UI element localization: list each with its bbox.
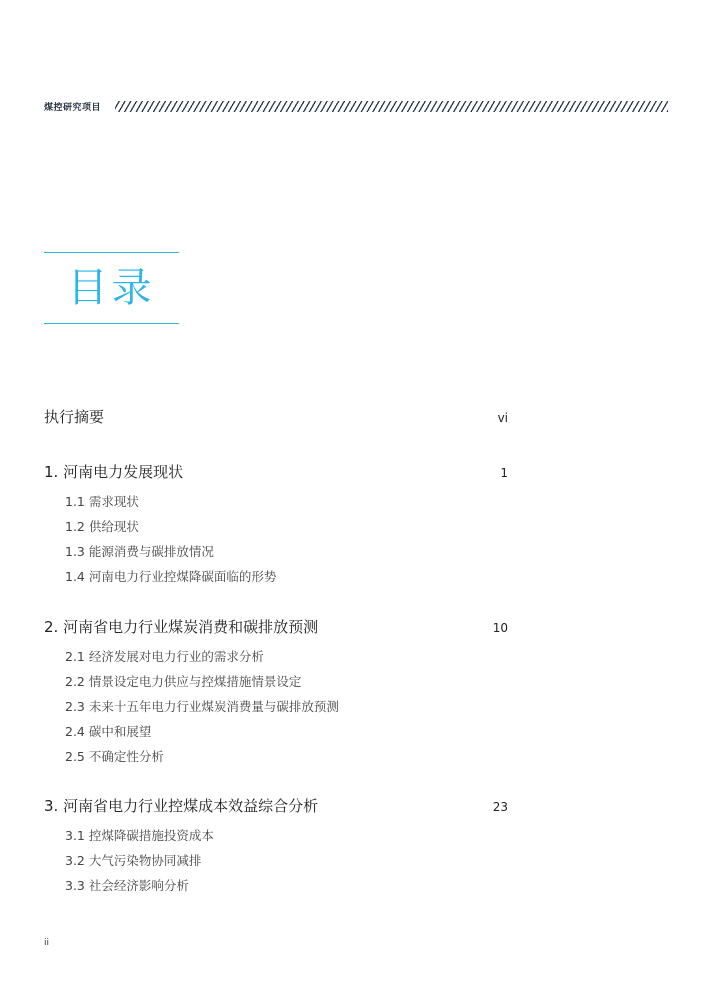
toc-subsection-2-5[interactable]: 2.5 不确定性分析 <box>65 749 164 764</box>
toc-subsection-2-2[interactable]: 2.2 情景设定电力供应与控煤措施情景设定 <box>65 674 302 689</box>
toc-subsection-3-3[interactable]: 3.3 社会经济影响分析 <box>65 878 189 893</box>
toc-title: 目录 <box>67 265 156 311</box>
toc-subsection-1-1[interactable]: 1.1 需求现状 <box>65 494 139 509</box>
toc-title-block <box>44 252 179 324</box>
toc-entry-preface[interactable] <box>44 406 508 427</box>
toc-entry-label: 1. 河南电力发展现状 <box>44 463 184 481</box>
toc-entry-page: 1 <box>500 466 508 480</box>
toc-entry-label: 执行摘要 <box>44 408 105 426</box>
toc-subsection-1-4[interactable]: 1.4 河南电力行业控煤降碳面临的形势 <box>65 569 277 584</box>
toc-entry-page: 10 <box>492 621 508 635</box>
toc-entry-label: 2. 河南省电力行业煤炭消费和碳排放预测 <box>44 618 319 636</box>
toc-entry-label: 3. 河南省电力行业控煤成本效益综合分析 <box>44 797 319 815</box>
footer-page-number: ii <box>44 938 50 948</box>
toc-subsection-3-2[interactable]: 3.2 大气污染物协同减排 <box>65 853 202 868</box>
toc-subsection-3-1[interactable]: 3.1 控煤降碳措施投资成本 <box>65 828 214 843</box>
toc-subsection-2-1[interactable]: 2.1 经济发展对电力行业的需求分析 <box>65 649 264 664</box>
toc-subsection-1-2[interactable]: 1.2 供给现状 <box>65 519 139 534</box>
toc-subsection-1-3[interactable]: 1.3 能源消费与碳排放情况 <box>65 544 214 559</box>
toc-entry-chapter-3[interactable] <box>44 795 508 816</box>
header-project-label: 煤控研究项目 <box>44 102 102 113</box>
header-hatch-divider <box>115 101 668 112</box>
toc-entry-chapter-1[interactable] <box>44 461 508 482</box>
toc-entry-page: 23 <box>492 800 508 814</box>
toc-entry-chapter-2[interactable] <box>44 616 508 637</box>
toc-subsection-2-4[interactable]: 2.4 碳中和展望 <box>65 724 152 739</box>
toc-entry-page: vi <box>497 411 508 425</box>
toc-subsection-2-3[interactable]: 2.3 未来十五年电力行业煤炭消费量与碳排放预测 <box>65 699 339 714</box>
running-header <box>44 98 668 114</box>
